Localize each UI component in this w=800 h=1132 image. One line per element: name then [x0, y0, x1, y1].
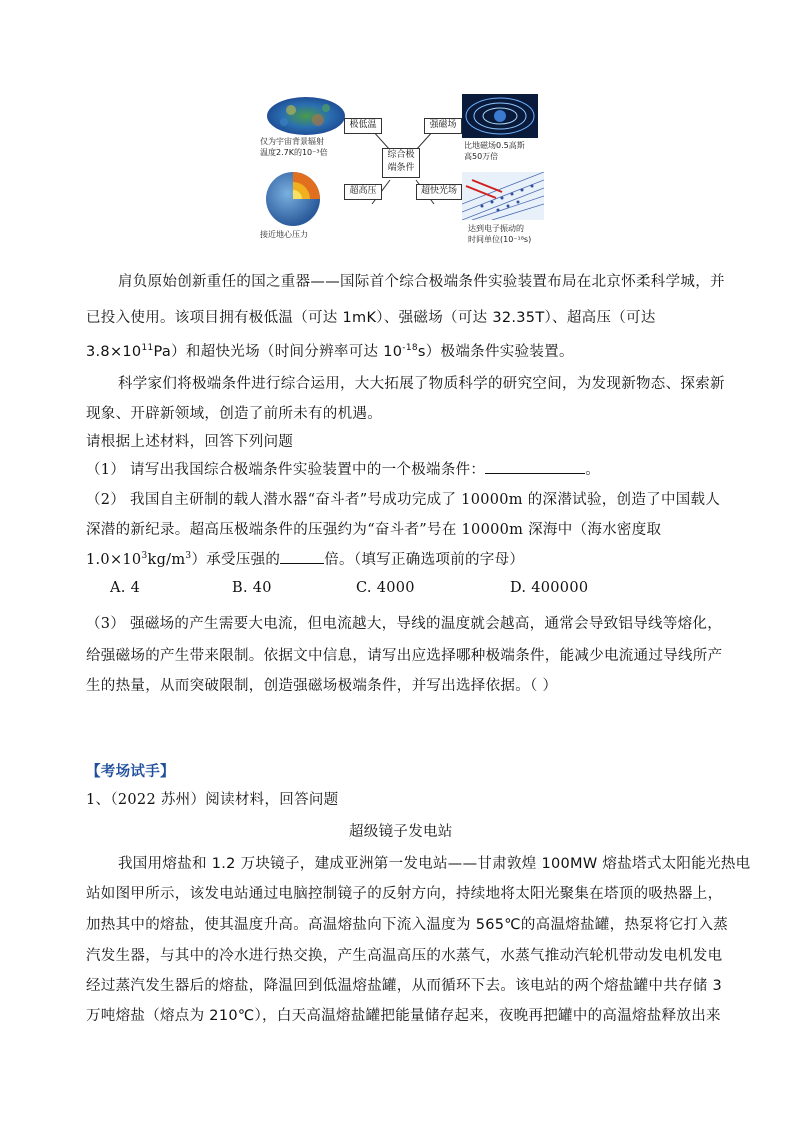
section-header: 【考场试手】 — [86, 764, 175, 780]
magnetic-field-image — [462, 94, 538, 138]
q2-line-2: 深潜的新纪录。超高压极端条件的压强约为“奋斗者”号在 10000m 深海中（海水密度取 — [86, 522, 662, 538]
exam-item-line: 1、（2022 苏州）阅读材料，回答问题 — [86, 792, 339, 808]
passage-line-3-sup: 11 — [141, 343, 154, 354]
center-line-1: 综合极 — [387, 150, 415, 160]
q2-answer-blank[interactable] — [280, 551, 324, 564]
cmb-caption-2: 温度2.7K的10⁻³倍 — [260, 148, 328, 157]
box-strong-mag: 强磁场 — [424, 118, 462, 134]
box-center — [382, 148, 420, 178]
passage-line-3c: s）极端条件实验装置。 — [417, 344, 574, 360]
mag-caption-1: 比地磁场0.5高斯 — [464, 141, 525, 150]
laser-caption-2: 时间单位(10⁻¹⁸s) — [468, 235, 532, 244]
passage-line-4: 科学家们将极端条件进行综合运用，大大拓展了物质科学的研究空间，为发现新物态、探索新 — [118, 376, 725, 392]
q3-line-1: （3） 强磁场的产生需要大电流，但电流越大，导线的温度就会越高，通常会导致铝导线等熔化， — [86, 616, 723, 632]
core-caption: 接近地心压力 — [260, 230, 308, 239]
q1-text: （1） 请写出我国综合极端条件实验装置中的一个极端条件： — [86, 462, 486, 478]
q2-line-3d: 倍。（填写正确选项前的字母） — [324, 552, 525, 568]
passage-line-3a: 3.8×10 — [86, 344, 142, 360]
passage-line-1: 肩负原始创新重任的国之重器——国际首个综合极端条件实验装置布局在北京怀柔科学城，并 — [118, 274, 725, 290]
q1-end: 。 — [585, 462, 601, 478]
q1-line — [86, 458, 600, 479]
q2-line-3b: kg/m — [147, 552, 186, 568]
exam-line-5: 经过蒸汽发生器后的熔盐，降温回到低温熔盐罐，从而循环下去。该电站的两个熔盐罐中共存储 3 — [86, 978, 723, 994]
center-line-2: 端条件 — [387, 163, 415, 173]
cmb-caption-1: 仅为宇宙背景辐射 — [260, 137, 324, 146]
laser-caption-1: 达到电子振动的 — [468, 224, 524, 233]
extreme-conditions-figure — [258, 92, 548, 250]
passage-line-3-sup2: -18 — [402, 343, 418, 354]
q2-line-3-sup: 3 — [141, 551, 148, 562]
exam-line-3: 加热其中的熔盐，使其温度升高。高温熔盐向下流入温度为 565℃的高温熔盐罐，热泵将它打入蒸 — [86, 917, 729, 933]
option-d[interactable]: D. 400000 — [510, 580, 589, 596]
exam-line-2: 站如图甲所示，该发电站通过电脑控制镜子的反射方向，持续地将太阳光聚集在塔顶的吸热器上， — [86, 886, 723, 902]
option-a[interactable]: A. 4 — [110, 580, 141, 596]
q1-answer-blank[interactable] — [485, 461, 585, 474]
option-b[interactable]: B. 40 — [232, 580, 272, 596]
passage-line-3 — [86, 340, 574, 361]
box-fast-light: 超快光场 — [416, 184, 462, 200]
exam-title: 超级镜子发电站 — [349, 824, 453, 840]
prompt-line: 请根据上述材料，回答下列问题 — [86, 434, 294, 450]
q2-line-3-sup2: 3 — [185, 551, 192, 562]
q2-line-3c: ）承受压强的 — [191, 552, 281, 568]
passage-line-5: 现象、开辟新领域，创造了前所未有的机遇。 — [86, 406, 382, 422]
passage-line-3b: Pa）和超快光场（时间分辨率可达 10 — [153, 344, 403, 360]
q2-line-1: （2） 我国自主研制的载人潜水器“奋斗者”号成功完成了 10000m 的深潜试验，创造了中国载人 — [86, 492, 721, 508]
cmb-map-image — [266, 96, 346, 136]
q2-line-3a: 1.0×10 — [86, 552, 142, 568]
earth-core-image — [262, 170, 324, 228]
exam-line-6: 万吨熔盐（熔点为 210℃），白天高温熔盐罐把能量储存起来，夜晚再把罐中的高温熔盐释放出来 — [86, 1008, 721, 1024]
option-c[interactable]: C. 4000 — [356, 580, 415, 596]
passage-line-2: 已投入使用。该项目拥有极低温（可达 1mK）、强磁场（可达 32.35T）、超高压（可达 — [86, 310, 656, 326]
q2-line-3 — [86, 548, 524, 569]
q3-line-3: 生的热量，从而突破限制，创造强磁场极端条件，并写出选择依据。（ ） — [86, 678, 558, 694]
q3-line-2: 给强磁场的产生带来限制。依据文中信息，请写出应选择哪种极端条件，能减少电流通过导线所产 — [86, 648, 723, 664]
exam-line-1: 我国用熔盐和 1.2 万块镜子，建成亚洲第一发电站——甘肃敦煌 100MW 熔盐塔式太阳能光热电 — [118, 856, 751, 872]
laser-lattice-image — [462, 172, 544, 220]
exam-line-4: 汽发生器，与其中的冷水进行热交换，产生高温高压的水蒸气，水蒸气推动汽轮机带动发电机发电 — [86, 948, 723, 964]
mag-caption-2: 高50万倍 — [464, 152, 499, 161]
box-high-pressure: 超高压 — [344, 184, 382, 200]
box-low-temp: 极低温 — [344, 118, 382, 134]
